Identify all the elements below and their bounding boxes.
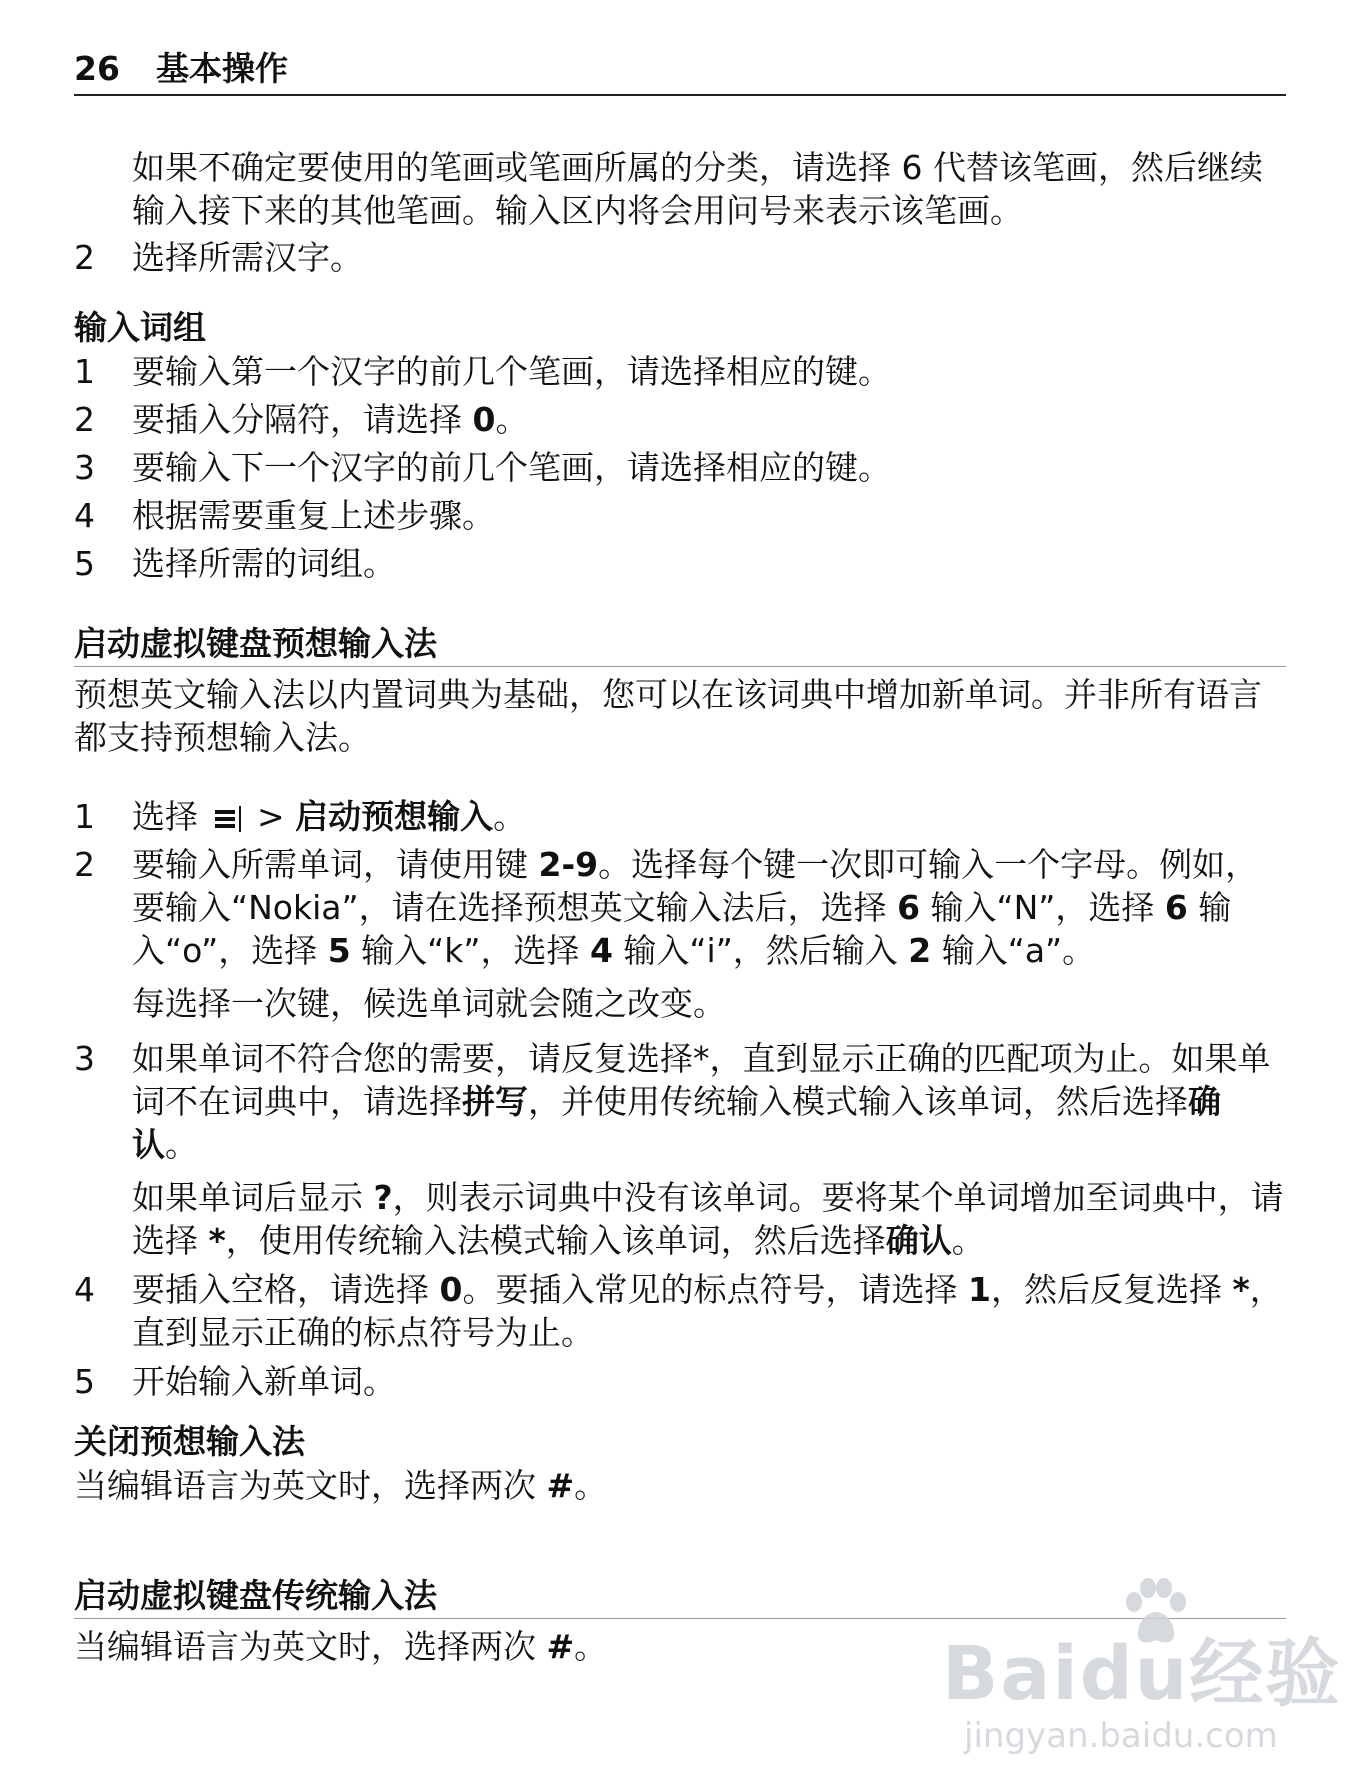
step-3-note: 如果单词后显示 ?，则表示词典中没有该单词。要将某个单词增加至词典中，请选择 *，使用传统输入法模式输入该单词，然后选择确认。 (132, 1178, 1284, 1260)
step-text: 选择所需的词组。 (132, 544, 396, 583)
step-text: 要输入下一个汉字的前几个笔画，请选择相应的键。 (132, 448, 891, 487)
spell-option-label: 拼写 (462, 1082, 528, 1121)
watermark-brand: Baidu经验 (942, 1631, 1342, 1717)
phrase-heading: 输入词组 (74, 308, 206, 347)
step-number: 2 (74, 845, 95, 884)
step-number: 1 (74, 797, 95, 836)
phrase-step (74, 398, 1286, 441)
step-text: 如果单词不符合您的需要，请反复选择*，直到显示正确的匹配项为止。如果单词不在词典中，请选择拼写，并使用传统输入模式输入该单词，然后选择确认。 (132, 1039, 1271, 1164)
step-number: 5 (74, 544, 95, 583)
predictive-step-2 (74, 843, 1286, 972)
phrase-section (74, 306, 1286, 585)
step-number: 3 (74, 1039, 95, 1078)
intro-paragraph: 如果不确定要使用的笔画或笔画所属的分类，请选择 6 代替该笔画，然后继续输入接下来的其他笔画。输入区内将会用问号来表示该笔画。 (132, 148, 1263, 230)
phrase-step (74, 350, 1286, 393)
predictive-step-3 (74, 1037, 1286, 1166)
step-number: 3 (74, 448, 95, 487)
step-text: 要输入所需单词，请使用键 2-9。选择每个键一次即可输入一个字母。例如，要输入“Nokia”，请在选择预想英文输入法后，选择 6 输入“N”，选择 6 输入“o”，选择 5 输入“k”，选择 4 输入“i”，然后输入 2 输入“a”。 (132, 845, 1259, 970)
step-number: 1 (74, 352, 95, 391)
close-predictive-section (74, 1420, 1286, 1507)
step-text: 要输入第一个汉字的前几个笔画，请选择相应的键。 (132, 352, 891, 391)
close-predictive-heading: 关闭预想输入法 (74, 1422, 305, 1461)
options-menu-icon (213, 802, 243, 834)
intro-section (74, 146, 1286, 279)
predictive-heading: 启动虚拟键盘预想输入法 (74, 622, 1286, 667)
predictive-step-4 (74, 1268, 1286, 1354)
key-label: 0 (472, 400, 496, 439)
intro-step-2 (74, 236, 1286, 279)
predictive-intro: 预想英文输入法以内置词典为基础，您可以在该词典中增加新单词。并非所有语言都支持预想输入法。 (74, 675, 1262, 757)
phrase-step (74, 494, 1286, 537)
phrase-step (74, 446, 1286, 489)
section-title: 基本操作 (156, 49, 288, 88)
menu-item-label: 启动预想输入 (295, 797, 494, 836)
step-text: 选择所需汉字。 (132, 238, 363, 277)
step-number: 2 (74, 400, 95, 439)
page-header (74, 44, 1286, 96)
step-number: 4 (74, 1270, 95, 1309)
step-text: 开始输入新单词。 (132, 1362, 396, 1401)
confirm-option-label: 确认 (132, 1082, 1221, 1164)
predictive-section (74, 622, 1286, 1403)
step-text: 根据需要重复上述步骤。 (132, 496, 495, 535)
traditional-text: 当编辑语言为英文时，选择两次 #。 (74, 1627, 608, 1666)
confirm-option-label: 确认 (885, 1221, 952, 1260)
step-number: 5 (74, 1362, 95, 1401)
step-text: 选择 > 启动预想输入。 (132, 797, 527, 836)
close-predictive-text: 当编辑语言为英文时，选择两次 #。 (74, 1466, 608, 1505)
step-number: 2 (74, 238, 95, 277)
page-number: 26 (74, 49, 120, 88)
step-text: 要插入空格，请选择 0。要插入常见的标点符号，请选择 1，然后反复选择 *，直到显示正确的标点符号为止。 (132, 1270, 1283, 1352)
traditional-heading: 启动虚拟键盘传统输入法 (74, 1574, 1286, 1619)
predictive-step-5 (74, 1360, 1286, 1403)
phrase-step (74, 542, 1286, 585)
step-text: 要插入分隔符，请选择 0。 (132, 400, 529, 439)
predictive-step-1 (74, 795, 1286, 838)
baidu-watermark (942, 1578, 1342, 1768)
watermark-url: jingyan.baidu.com (964, 1716, 1278, 1756)
step-number: 4 (74, 496, 95, 535)
step-2-note: 每选择一次键，候选单词就会随之改变。 (132, 984, 726, 1023)
